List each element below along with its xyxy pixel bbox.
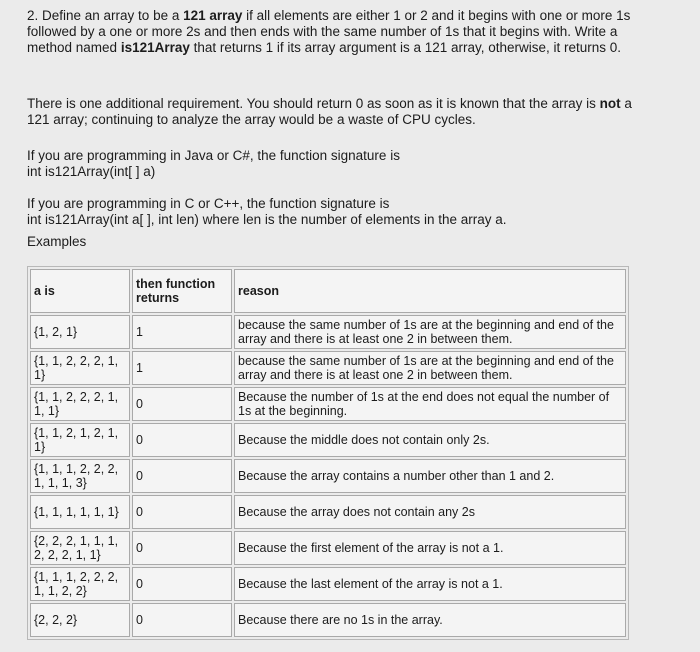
cell-return: 0 — [132, 423, 232, 457]
table-row — [30, 603, 626, 637]
header-returns: then function returns — [132, 269, 232, 313]
cell-return: 1 — [132, 351, 232, 385]
cell-reason: Because the last element of the array is not a 1. — [234, 567, 626, 601]
req-text-2: a 121 array; continuing to analyze the array would be a waste of CPU cycles. — [27, 96, 632, 127]
table-row — [30, 423, 626, 457]
table-header-row — [30, 269, 626, 313]
def-text-2: if all elements are either 1 or 2 and it begins with one or more 1s followed by a one or more 2s and then ends with the same number of 1s that it begins with. Write a method named — [27, 8, 631, 55]
def-text-1: 2. Define an array to be a — [27, 8, 184, 23]
cell-array: {1, 1, 1, 2, 2, 2, 1, 1, 1, 3} — [30, 459, 130, 493]
java-signature-paragraph — [27, 148, 647, 180]
cell-reason: Because the array does not contain any 2s — [234, 495, 626, 529]
examples-heading: Examples — [27, 234, 87, 249]
req-text-1: There is one additional requirement. You should return 0 as soon as it is known that the array is — [27, 96, 600, 111]
c-signature: int is121Array(int a[ ], int len) where len is the number of elements in the array a. — [27, 212, 507, 227]
cell-return: 0 — [132, 603, 232, 637]
problem-definition — [27, 8, 647, 56]
table-row — [30, 567, 626, 601]
requirement-paragraph — [27, 96, 647, 128]
cell-array: {1, 1, 2, 2, 2, 1, 1, 1} — [30, 387, 130, 421]
java-signature: int is121Array(int[ ] a) — [27, 164, 156, 179]
cell-array: {1, 1, 2, 1, 2, 1, 1} — [30, 423, 130, 457]
table-row — [30, 531, 626, 565]
cell-return: 0 — [132, 387, 232, 421]
header-reason: reason — [234, 269, 626, 313]
cell-array: {1, 2, 1} — [30, 315, 130, 349]
def-bold-term: 121 array — [183, 8, 243, 23]
cell-return: 0 — [132, 495, 232, 529]
cell-return: 0 — [132, 531, 232, 565]
def-text-3: that returns 1 if its array argument is a 121 array, otherwise, it returns 0. — [189, 40, 622, 55]
cell-array: {1, 1, 1, 2, 2, 2, 1, 1, 2, 2} — [30, 567, 130, 601]
java-signature-intro: If you are programming in Java or C#, the function signature is — [27, 148, 400, 163]
cell-reason: Because there are no 1s in the array. — [234, 603, 626, 637]
table-row — [30, 315, 626, 349]
cell-array: {2, 2, 2} — [30, 603, 130, 637]
def-method-name: is121Array — [120, 40, 190, 55]
req-bold-not: not — [599, 96, 621, 111]
cell-reason: because the same number of 1s are at the beginning and end of the array and there is at least one 2 in between them. — [234, 351, 626, 385]
cell-return: 0 — [132, 459, 232, 493]
table-row — [30, 459, 626, 493]
table-row — [30, 351, 626, 385]
examples-table — [27, 266, 629, 640]
cell-reason: Because the middle does not contain only 2s. — [234, 423, 626, 457]
cell-array: {1, 1, 1, 1, 1, 1} — [30, 495, 130, 529]
table-row — [30, 387, 626, 421]
c-signature-paragraph — [27, 196, 647, 228]
cell-array: {1, 1, 2, 2, 2, 1, 1} — [30, 351, 130, 385]
c-signature-intro: If you are programming in C or C++, the function signature is — [27, 196, 390, 211]
cell-return: 0 — [132, 567, 232, 601]
cell-reason: Because the array contains a number other than 1 and 2. — [234, 459, 626, 493]
cell-reason: because the same number of 1s are at the beginning and end of the array and there is at least one 2 in between them. — [234, 315, 626, 349]
cell-return: 1 — [132, 315, 232, 349]
cell-reason: Because the first element of the array is not a 1. — [234, 531, 626, 565]
cell-array: {2, 2, 2, 1, 1, 1, 2, 2, 2, 1, 1} — [30, 531, 130, 565]
cell-reason: Because the number of 1s at the end does not equal the number of 1s at the beginning. — [234, 387, 626, 421]
table-row — [30, 495, 626, 529]
header-a-is: a is — [30, 269, 130, 313]
